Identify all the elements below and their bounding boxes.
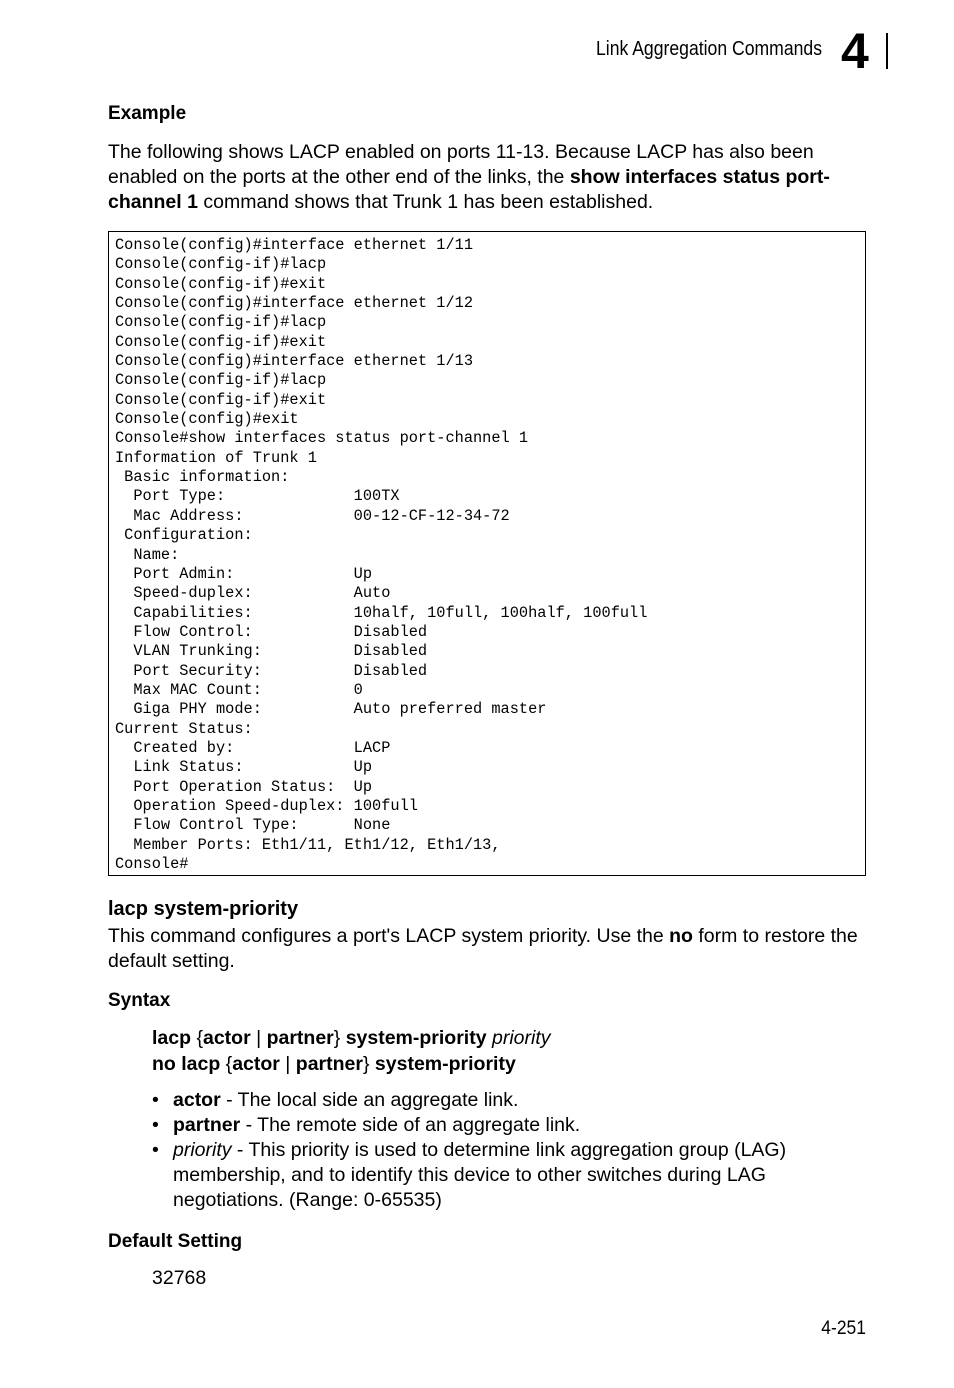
syntax-line-1: lacp {actor | partner} system-priority priority [152, 1027, 551, 1049]
default-setting-heading: Default Setting [108, 1231, 243, 1252]
list-item: • actor - The local side an aggregate link. [152, 1089, 519, 1111]
syntax-heading: Syntax [108, 990, 171, 1011]
list-item: • partner - The remote side of an aggregate link. [152, 1114, 581, 1136]
chapter-number: 4 [841, 23, 869, 79]
command-description: This command configures a port's LACP system priority. Use the no form to restore the default setting. [108, 925, 858, 972]
example-heading: Example [108, 103, 187, 124]
syntax-line-2: no lacp {actor | partner} system-priority [152, 1053, 516, 1075]
page-number: 4-251 [821, 1318, 866, 1339]
example-paragraph: The following shows LACP enabled on ports 11-13. Because LACP has also been enabled on the ports at the other end of the links, the show interfaces status port-channel 1 command shows that Trunk 1 has been established. [108, 141, 830, 213]
chapter-marker-bar [886, 33, 888, 69]
running-header-title: Link Aggregation Commands [595, 38, 822, 60]
bullet-icon: • [152, 1114, 159, 1136]
parameter-list [152, 1088, 872, 1213]
bullet-icon: • [152, 1089, 159, 1111]
code-example-box [108, 231, 866, 876]
bullet-icon: • [152, 1139, 159, 1161]
default-setting-value: 32768 [152, 1267, 207, 1289]
command-title: lacp system-priority [108, 898, 299, 920]
console-output: Console(config)#interface ethernet 1/11 Console(config-if)#lacp Console(config-if)#exit Console(config)#interface ethernet 1/12 Console(config-if)#lacp Console(config-if)#exit Console(config)#interface ethernet 1/13 Console(config-if)#lacp Console(config-if)#exit Console(config)#exit Console#show interfaces status port-channel 1 Information of Trunk 1 Basic information: Port Type: 100TX Mac Address: 00-12-CF-12-34-72 Configuration: Name: Port Admin: Up Speed-duplex: Auto Capabilities: 10half, 10full, 100half, 100full Flow Control: Disabled VLAN Trunking: Disabled Port Security: Disabled Max MAC Count: 0 Giga PHY mode: Auto preferred master Current Status: Created by: LACP Link Status: Up Port Operation Status: Up Operation Speed-duplex: 100full Flow Control Type: None Member Ports: Eth1/11, Eth1/12, Eth1/13, Console# [115, 236, 648, 873]
list-item: • priority - This priority is used to determine link aggregation group (LAG) membership, and to identify this device to other switches during LAG negotiations. (Range: 0-65535) [152, 1139, 787, 1211]
